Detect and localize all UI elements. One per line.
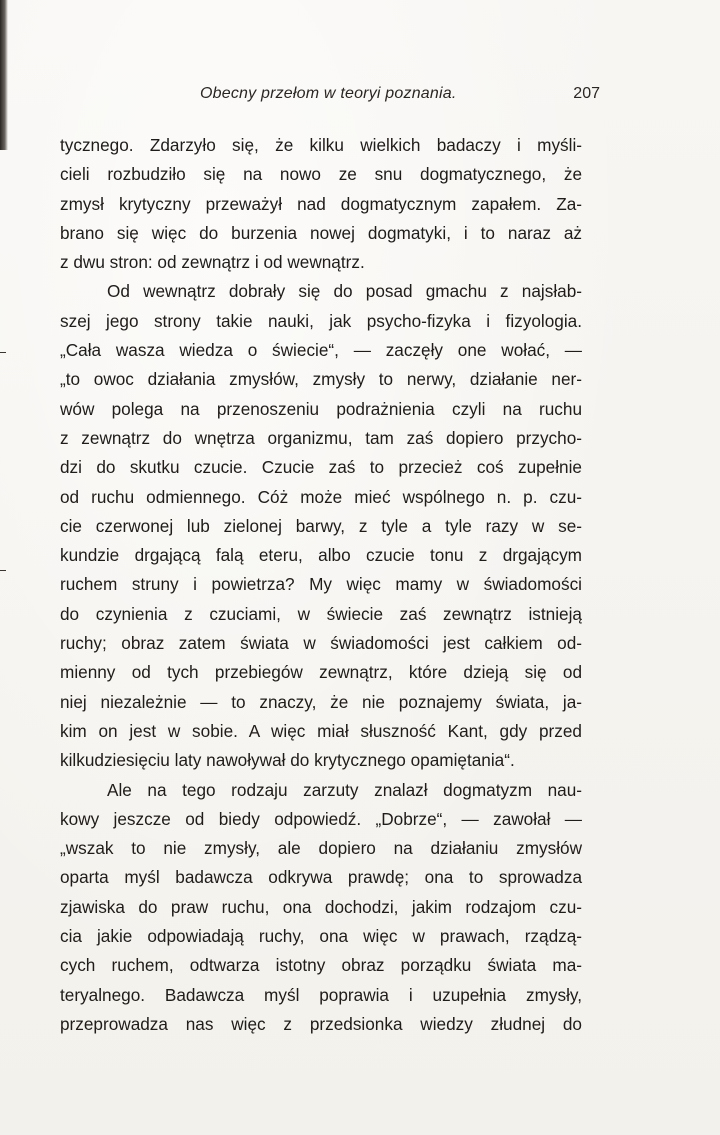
page-binding-edge	[0, 0, 8, 150]
text-line: ruchy; obraz zatem świata w świadomości jest całkiem od-	[60, 633, 582, 654]
text-line: teryalnego. Badawcza myśl poprawia i uzupełnia zmysły,	[60, 984, 582, 1005]
text-line: brano się więc do burzenia nowej dogmatyki, i to naraz aż	[60, 222, 582, 243]
binding-mark	[0, 570, 6, 571]
text-line: szej jego strony takie nauki, jak psycho-fizyka i fizyologia.	[60, 310, 582, 331]
text-line: przeprowadza nas więc z przedsionka wiedzy złudnej do	[60, 1013, 582, 1034]
text-line: ruchem struny i powietrza? My więc mamy w świadomości	[60, 574, 582, 595]
text-line: cieli rozbudziło się na nowo ze snu dogmatycznego, że	[60, 164, 582, 185]
text-line: zmysł krytyczny przeważył nad dogmatycznym zapałem. Za-	[60, 193, 582, 214]
text-line: do czynienia z czuciami, w świecie zaś zewnątrz istnieją	[60, 603, 582, 624]
text-line: „Cała wasza wiedza o świecie“, — zaczęły one wołać, —	[60, 340, 582, 361]
text-line: niej niezależnie — to znaczy, że nie poznajemy świata, ja-	[60, 691, 582, 712]
text-line: dzi do skutku czucie. Czucie zaś to przecież coś zupełnie	[60, 457, 582, 478]
text-line: tycznego. Zdarzyło się, że kilku wielkich badaczy i myśli-	[60, 135, 582, 155]
running-title: Obecny przełom w teoryi poznania.	[200, 85, 457, 102]
text-line: mienny od tych przebiegów zewnątrz, które dzieją się od	[60, 662, 582, 683]
text-line: oparta myśl badawcza odkrywa prawdę; ona to sprowadza	[60, 867, 582, 888]
paragraph-end-line: kilkudziesięciu laty nawoływał do krytycznego opamiętania“.	[60, 750, 515, 771]
body-text	[60, 131, 582, 1039]
text-line: cych ruchem, odtwarza istotny obraz porządku świata ma-	[60, 955, 582, 976]
text-line: kim on jest w sobie. A więc miał słuszność Kant, gdy przed	[60, 720, 582, 741]
text-line: „to owoc działania zmysłów, zmysły to nerwy, działanie ner-	[60, 369, 582, 390]
running-head	[60, 85, 600, 109]
text-line: od ruchu odmiennego. Cóż może mieć wspólnego n. p. czu-	[60, 486, 582, 507]
text-line: wów polega na przenoszeniu podrażnienia czyli na ruchu	[60, 398, 582, 419]
text-line: kowy jeszcze od biedy odpowiedź. „Dobrze“, — zawołał —	[60, 808, 582, 829]
binding-mark	[0, 352, 6, 353]
paragraph-first-line: Ale na tego rodzaju zarzuty znalazł dogmatyzm nau-	[107, 779, 582, 800]
paragraph-first-line: Od wewnątrz dobrały się do posad gmachu z najsłab-	[107, 281, 582, 302]
text-line: „wszak to nie zmysły, ale dopiero na działaniu zmysłów	[60, 838, 582, 859]
text-line: kundzie drgającą falą eteru, albo czucie tonu z drgającym	[60, 545, 582, 566]
text-line: zjawiska do praw ruchu, ona dochodzi, jakim rodzajom czu-	[60, 896, 582, 917]
text-line: cie czerwonej lub zielonej barwy, z tyle a tyle razy w se-	[60, 515, 582, 536]
page-number: 207	[573, 85, 600, 102]
paragraph-end-line: z dwu stron: od zewnątrz i od wewnątrz.	[60, 252, 365, 273]
text-line: cia jakie odpowiadają ruchy, ona więc w prawach, rządzą-	[60, 926, 582, 947]
text-line: z zewnątrz do wnętrza organizmu, tam zaś dopiero przycho-	[60, 427, 582, 448]
